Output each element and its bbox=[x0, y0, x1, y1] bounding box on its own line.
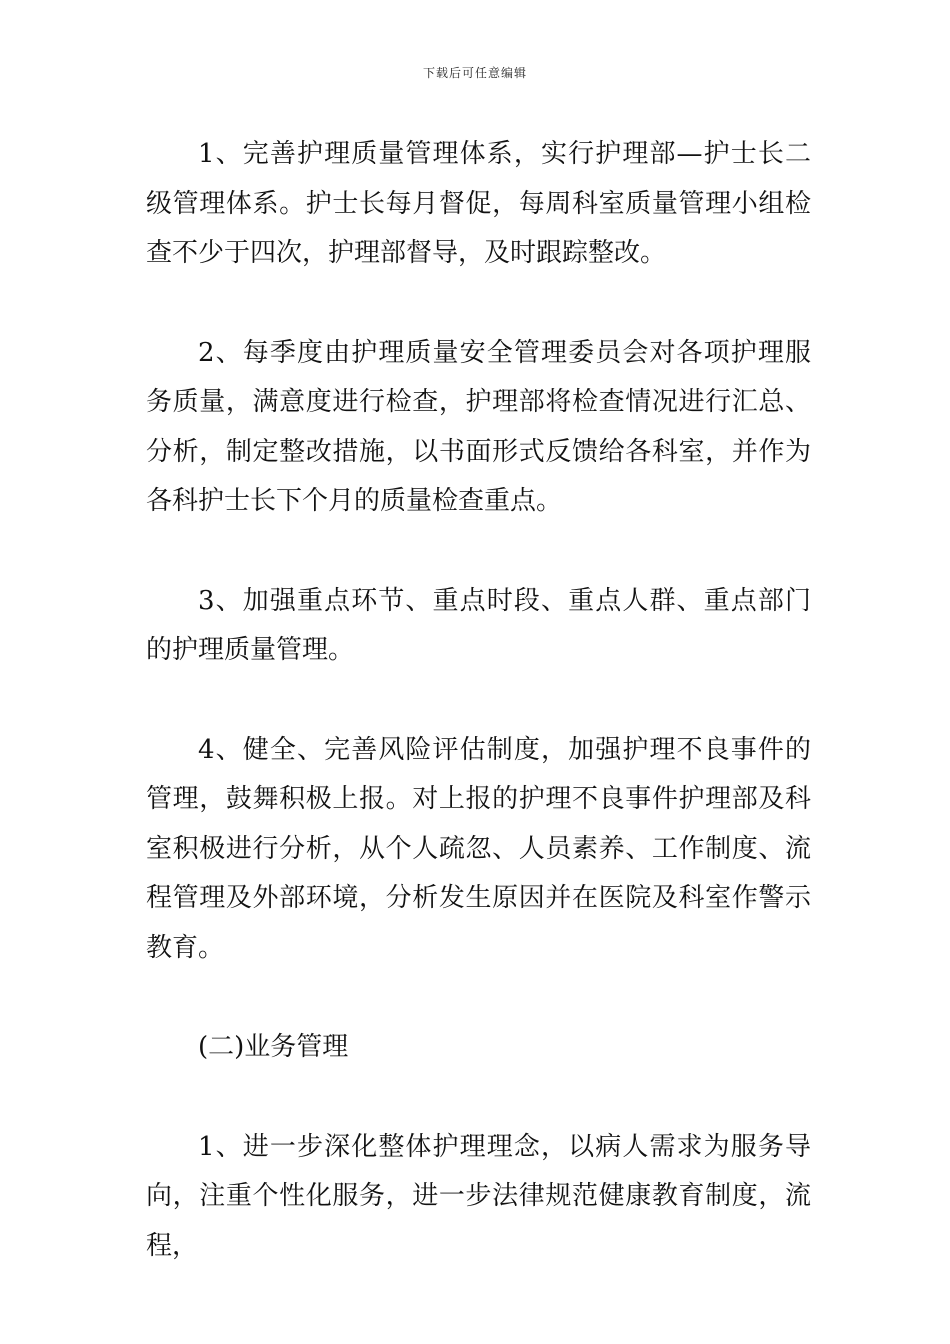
paragraph-risk-assessment: 4、健全、完善风险评估制度，加强护理不良事件的管理，鼓舞积极上报。对上报的护理不良事件护理部及科室积极进行分析，从个人疏忽、人员素养、工作制度、流程管理及外部环境，分析发生原因并在医院及科室作警示教育。 bbox=[146, 734, 811, 963]
paragraph-quality-system: 1、完善护理质量管理体系，实行护理部—护士长二级管理体系。护士长每月督促，每周科室质量管理小组检查不少于四次，护理部督导，及时跟踪整改。 bbox=[146, 139, 811, 268]
document-body bbox=[146, 130, 811, 1271]
header-note: 下载后可任意编辑 bbox=[422, 66, 527, 80]
paragraph-key-areas: 3、加强重点环节、重点时段、重点人群、重点部门的护理质量管理。 bbox=[146, 585, 811, 665]
section-heading-business-management: (二)业务管理 bbox=[198, 1032, 349, 1062]
paragraph-quarterly-inspection: 2、每季度由护理质量安全管理委员会对各项护理服务质量，满意度进行检查，护理部将检查情况进行汇总、分析，制定整改措施，以书面形式反馈给各科室，并作为各科护士长下个月的质量检查重点。 bbox=[146, 337, 811, 516]
paragraph-holistic-care: 1、进一步深化整体护理理念，以病人需求为服务导向，注重个性化服务，进一步法律规范健康教育制度，流程， bbox=[146, 1131, 811, 1261]
